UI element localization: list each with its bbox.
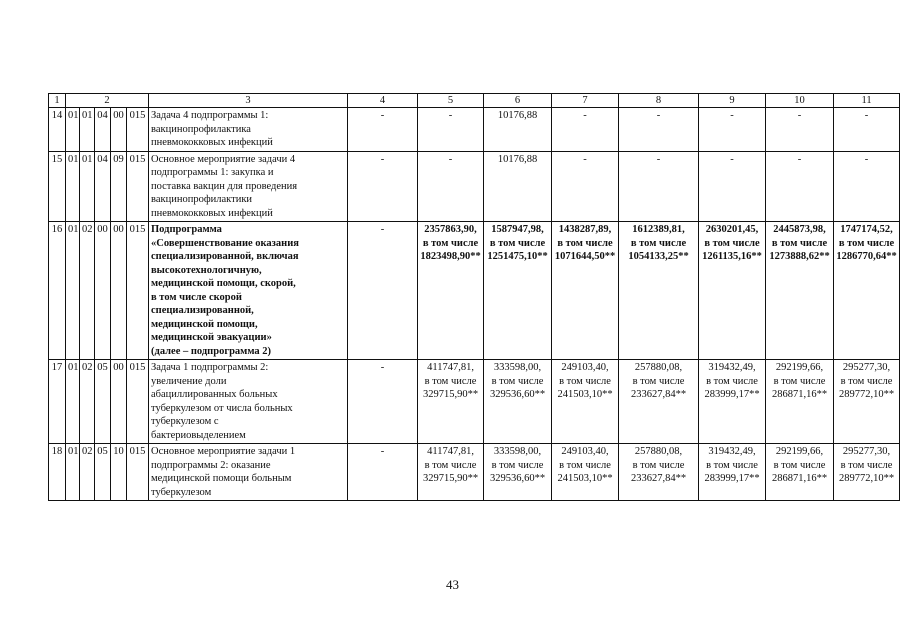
value-line: 329536,60** [489,389,546,400]
code-cell: 04 [95,151,111,222]
row-name-line: туберкулезом от числа больных [151,402,293,414]
value-cell [699,444,766,501]
row-name [149,444,348,501]
value-line: 2630201,45, [705,224,759,235]
value-line: 241503,10** [557,473,613,484]
value-line: - [797,110,802,121]
row-name-line: увеличение доли [151,375,227,387]
value-line: - [730,110,734,121]
code-cell: 01 [66,222,80,360]
code-cell: 05 [95,444,111,501]
value-line: в том числе [422,237,479,249]
value-line: 329715,90** [422,389,479,400]
value-line: в том числе [630,237,687,249]
value-cell [699,151,766,222]
value-line: 283999,17** [704,389,760,400]
value-line: 1251475,10** [487,251,548,262]
table-body [49,94,900,501]
value-line: 295277,30, [842,446,891,457]
code-cell: 02 [80,444,95,501]
value-line: в том числе [491,459,544,471]
value-line: 411747,81, [427,362,474,373]
value-line: 1273888,62** [769,251,830,262]
row-number: 17 [49,360,66,444]
table-row [49,108,900,152]
value-cell [619,108,699,152]
value-line: 10176,88 [497,110,538,121]
value-line: в том числе [424,375,477,387]
value-line: 329536,60** [489,473,546,484]
code-cell: 015 [127,108,149,152]
value-cell [619,222,699,360]
row-name-line: вакцинопрофилактика [151,123,251,135]
row-name-line: абациллированных больных [151,389,278,400]
value-line: 333598,00, [493,446,542,457]
value-line: в том числе [632,375,685,387]
value-line: в том числе [424,459,477,471]
value-line: 1438287,89, [558,224,612,235]
code-cell: 00 [111,222,127,360]
value-line: 2445873,98, [773,224,826,235]
value-line: 319432,49, [708,362,756,373]
value-line: 292199,66, [775,362,824,373]
header-cell: 8 [619,94,699,108]
value-line: 233627,84** [630,473,687,484]
value-line: в том числе [704,237,760,249]
header-cell: 1 [49,94,66,108]
row-name [149,151,348,222]
value-line: 10176,88 [497,153,538,165]
value-line: 241503,10** [557,389,613,400]
value-line: 411747,81, [427,446,474,457]
value-line: 1286770,64** [836,251,897,262]
row-name-line: (далее – подпрограмма 2) [151,345,272,357]
value-line: 257880,08, [634,362,683,373]
value-line: - [583,153,587,165]
value-cell [699,108,766,152]
table-row [49,151,900,222]
value-line: 289772,10** [838,389,895,400]
code-cell: 01 [66,444,80,501]
value-line: 1747174,52, [840,224,893,235]
value-line: в том числе [632,459,685,471]
value-cell [484,360,552,444]
row-name-line: Подпрограмма [151,224,222,235]
value-line: - [730,153,734,165]
col4-cell: - [348,108,418,152]
value-line: 1612389,81, [632,224,685,235]
row-name-line: пневмококковых инфекций [151,137,273,148]
value-cell [619,360,699,444]
value-cell [834,222,900,360]
header-cell: 11 [834,94,900,108]
value-line: 286871,16** [771,473,828,484]
value-line: - [864,110,869,121]
value-line: в том числе [838,237,895,249]
row-name-line: подпрограммы 1: закупка и [151,167,274,178]
budget-table [48,93,900,501]
value-line: в том числе [706,375,758,387]
value-line: в том числе [773,459,826,471]
value-cell [552,222,619,360]
value-line: 286871,16** [771,389,828,400]
header-row [49,94,900,108]
row-name-line: Основное мероприятие задачи 4 [151,153,296,165]
header-cell: 9 [699,94,766,108]
value-line: в том числе [491,375,544,387]
value-line: 333598,00, [493,362,542,373]
value-line: - [448,110,453,121]
value-line: - [656,110,661,121]
row-name-line: в том числе скорой [151,291,242,303]
value-line: в том числе [559,375,611,387]
value-line: 1823498,90** [420,251,481,262]
value-line: 233627,84** [630,389,687,400]
value-line: - [797,153,802,165]
value-cell [766,151,834,222]
row-number: 16 [49,222,66,360]
row-number: 18 [49,444,66,501]
code-cell: 015 [127,151,149,222]
value-line: 249103,40, [561,362,609,373]
value-line: 329715,90** [422,473,479,484]
value-line: 1261135,16** [702,251,762,262]
col4-cell: - [348,151,418,222]
row-name-line: медицинской помощи, [151,318,258,330]
value-line: 283999,17** [704,473,760,484]
row-name-line: поставка вакцин для проведения [151,180,298,192]
value-line: - [448,153,453,165]
value-cell [552,151,619,222]
value-line: в том числе [557,237,613,249]
col4-cell: - [348,222,418,360]
code-cell: 02 [80,360,95,444]
value-line: - [864,153,869,165]
header-cell: 3 [149,94,348,108]
code-cell: 00 [111,108,127,152]
code-cell: 10 [111,444,127,501]
col4-cell: - [348,360,418,444]
row-name-line: туберкулезом [151,486,212,498]
value-line: - [656,153,661,165]
value-cell [619,151,699,222]
value-cell [418,444,484,501]
row-name-line: медицинской эвакуации» [151,332,272,343]
value-line: 257880,08, [634,446,683,457]
value-cell [484,108,552,152]
code-cell: 015 [127,360,149,444]
value-cell [552,444,619,501]
code-cell: 01 [80,108,95,152]
row-name-line: медицинской помощи, скорой, [151,278,296,289]
header-cell: 6 [484,94,552,108]
value-line: в том числе [771,237,828,249]
value-cell [418,151,484,222]
row-number: 15 [49,151,66,222]
row-name [149,360,348,444]
value-line: 1587947,98, [491,224,544,235]
row-name-line: Задача 1 подпрограммы 2: [151,362,269,373]
value-cell [766,108,834,152]
value-line: в том числе [559,459,611,471]
value-cell [619,444,699,501]
value-cell [834,360,900,444]
row-name-line: бактериовыделением [151,429,246,441]
value-line: 292199,66, [775,446,824,457]
value-cell [699,222,766,360]
table-row [49,222,900,360]
header-cell: 2 [66,94,149,108]
row-name [149,108,348,152]
row-name-line: туберкулезом с [151,416,219,427]
value-cell [484,151,552,222]
value-line: 295277,30, [842,362,891,373]
header-cell: 4 [348,94,418,108]
row-name-line: Основное мероприятие задачи 1 [151,446,296,457]
value-line: в том числе [489,237,546,249]
row-name-line: высокотехнологичную, [151,264,262,276]
code-cell: 015 [127,222,149,360]
value-cell [766,444,834,501]
value-cell [766,360,834,444]
code-cell: 01 [80,151,95,222]
row-name-line: специализированной, [151,305,254,316]
row-name-line: Задача 4 подпрограммы 1: [151,110,269,121]
col4-cell: - [348,444,418,501]
table-row [49,444,900,501]
code-cell: 01 [66,151,80,222]
value-cell [834,151,900,222]
value-line: 319432,49, [708,446,756,457]
value-line: 2357863,90, [424,224,477,235]
row-name-line: медицинской помощи больным [151,473,292,484]
code-cell: 00 [95,222,111,360]
row-name-line: «Совершенствование оказания [151,237,299,249]
code-cell: 02 [80,222,95,360]
value-cell [834,444,900,501]
value-cell [699,360,766,444]
row-name-line: подпрограммы 2: оказание [151,459,271,471]
row-number: 14 [49,108,66,152]
value-line: 249103,40, [561,446,609,457]
value-line: в том числе [840,375,893,387]
value-line: 1071644,50** [554,251,616,262]
code-cell: 04 [95,108,111,152]
code-cell: 01 [66,360,80,444]
value-line: 289772,10** [838,473,895,484]
header-cell: 7 [552,94,619,108]
row-name-line: вакцинопрофилактики [151,194,253,205]
value-cell [418,222,484,360]
value-cell [418,108,484,152]
value-cell [418,360,484,444]
table-row [49,360,900,444]
code-cell: 00 [111,360,127,444]
row-name-line: специализированной, включая [151,251,299,262]
value-line: в том числе [706,459,758,471]
value-cell [484,222,552,360]
code-cell: 05 [95,360,111,444]
value-cell [552,360,619,444]
code-cell: 09 [111,151,127,222]
code-cell: 01 [66,108,80,152]
page-number: 43 [446,577,459,592]
code-cell: 015 [127,444,149,501]
value-cell [766,222,834,360]
value-line: - [583,110,587,121]
value-cell [552,108,619,152]
header-cell: 5 [418,94,484,108]
value-line: в том числе [840,459,893,471]
value-line: в том числе [773,375,826,387]
header-cell: 10 [766,94,834,108]
value-cell [484,444,552,501]
value-cell [834,108,900,152]
value-line: 1054133,25** [628,251,689,262]
row-name-line: пневмококковых инфекций [151,207,273,219]
row-name [149,222,348,360]
